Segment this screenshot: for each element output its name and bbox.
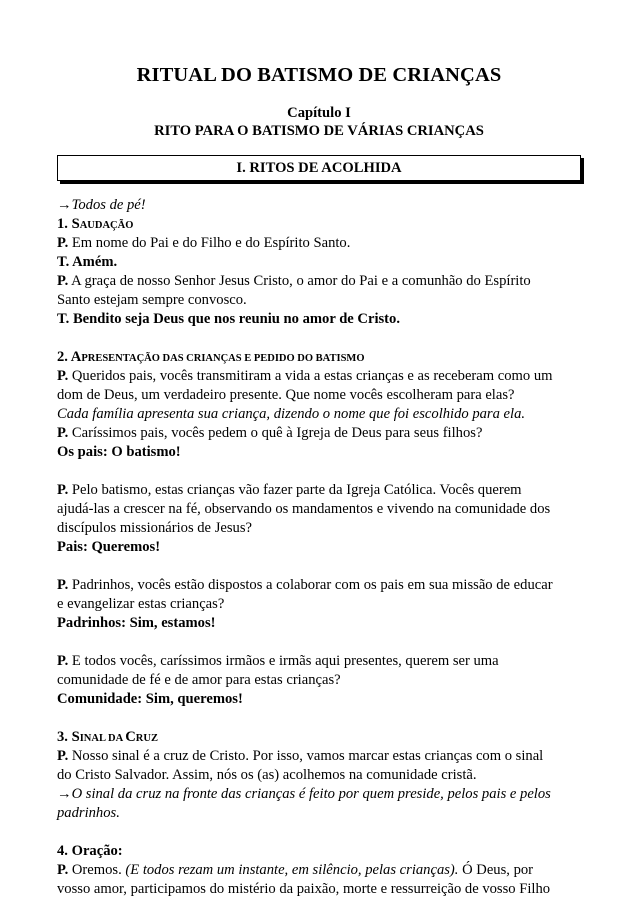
speaker-label: P. [57, 748, 69, 764]
section-heading: I. RITOS DE ACOLHIDA [236, 160, 402, 176]
heading-sinal-da-cruz [57, 728, 587, 747]
instruction-text: Todos de pé! [71, 197, 146, 213]
heading-saudacao [57, 215, 587, 234]
response-line: T. Amém. [57, 254, 118, 270]
speaker-label: P. [57, 653, 69, 669]
speech-continuation: Santo estejam sempre convosco. [57, 292, 247, 308]
rubric-continuation: padrinhos. [57, 805, 120, 821]
speech-continuation: comunidade de fé e de amor para estas crianças? [57, 672, 341, 688]
speaker-label: P. [57, 235, 69, 251]
heading-number: 2. [57, 349, 71, 365]
speech-text: A graça de nosso Senhor Jesus Cristo, o amor do Pai e a comunhão do Espírito [68, 273, 531, 289]
heading-apresentacao [57, 348, 587, 367]
speech-text: Ó Deus, por [458, 862, 534, 878]
response-line: Pais: Queremos! [57, 539, 161, 555]
speech-text: Queridos pais, vocês transmitiram a vida a estas crianças e as receberam como um [68, 368, 553, 384]
speech-text: Caríssimos pais, vocês pedem o quê à Igreja de Deus para seus filhos? [68, 425, 483, 441]
response-line: Comunidade: Sim, queremos! [57, 691, 243, 707]
heading-rest: AUDAÇÃO [79, 220, 134, 231]
response-line: Os pais: O batismo! [57, 444, 181, 460]
priest-line [57, 747, 587, 766]
priest-line [57, 367, 587, 386]
heading-rest: RUZ [135, 733, 158, 744]
speech-text: Padrinhos, vocês estão dispostos a colaborar com os pais em sua missão de educar [68, 577, 553, 593]
arrow-icon: → [57, 786, 72, 802]
heading-number: 1. [57, 216, 72, 232]
speech-text: Oremos. [68, 862, 126, 878]
response-line: Padrinhos: Sim, estamos! [57, 615, 216, 631]
speech-continuation: e evangelizar estas crianças? [57, 596, 225, 612]
speech-text: Nosso sinal é a cruz de Cristo. Por isso, vamos marcar estas crianças com o sinal [68, 748, 544, 764]
speech-continuation: ajudá-las a crescer na fé, observando os mandamentos e vivendo na comunidade dos [57, 501, 551, 517]
heading-oracao: 4. Oração: [57, 843, 123, 859]
heading-rest: PRESENTAÇÃO DAS CRIANÇAS E PEDIDO DO BATISMO [81, 353, 365, 364]
rubric-text: O sinal da cruz na fronte das crianças é feito por quem preside, pelos pais e pelos [71, 786, 551, 802]
priest-line [57, 576, 587, 595]
priest-line [57, 424, 587, 443]
speaker-label: P. [57, 425, 69, 441]
speaker-label: P. [57, 368, 69, 384]
rubric-inline: (E todos rezam um instante, em silêncio, pelas crianças). [125, 862, 459, 878]
heading-cap: C [125, 729, 136, 745]
speech-text: Em nome do Pai e do Filho e do Espírito Santo. [68, 235, 351, 251]
priest-line [57, 234, 587, 253]
section-heading-box [57, 155, 581, 181]
speech-continuation: dom de Deus, um verdadeiro presente. Que nome vocês escolheram para elas? [57, 387, 515, 403]
rubric-note [57, 785, 587, 804]
heading-cap: S [71, 729, 80, 745]
priest-line [57, 861, 587, 880]
priest-line [57, 272, 587, 291]
speaker-label: P. [57, 482, 69, 498]
rite-subtitle: RITO PARA O BATISMO DE VÁRIAS CRIANÇAS [154, 123, 484, 139]
speech-text: E todos vocês, caríssimos irmãos e irmãs aqui presentes, querem ser uma [68, 653, 499, 669]
rubric-note: Cada família apresenta sua criança, dizendo o nome que foi escolhido para ela. [57, 406, 526, 422]
heading-cap: S [71, 216, 80, 232]
speaker-label: P. [57, 862, 69, 878]
heading-rest: INAL DA [79, 733, 126, 744]
speech-continuation: vosso amor, participamos do mistério da paixão, morte e ressurreição de vosso Filho [57, 881, 551, 897]
speech-text: Pelo batismo, estas crianças vão fazer parte da Igreja Católica. Vocês querem [68, 482, 522, 498]
document-title: RITUAL DO BATISMO DE CRIANÇAS [136, 64, 502, 86]
speech-continuation: do Cristo Salvador. Assim, nós os (as) acolhemos na comunidade cristã. [57, 767, 477, 783]
speech-continuation: discípulos missionários de Jesus? [57, 520, 252, 536]
heading-number: 3. [57, 729, 72, 745]
priest-line [57, 652, 587, 671]
priest-line [57, 481, 587, 500]
speaker-label: P. [57, 273, 69, 289]
arrow-icon: → [57, 197, 72, 213]
document-body [57, 196, 587, 899]
speaker-label: P. [57, 577, 69, 593]
heading-cap: A [70, 349, 82, 365]
instruction-line [57, 196, 587, 215]
response-line: T. Bendito seja Deus que nos reuniu no amor de Cristo. [57, 311, 400, 327]
chapter-heading: Capítulo I [287, 105, 351, 121]
